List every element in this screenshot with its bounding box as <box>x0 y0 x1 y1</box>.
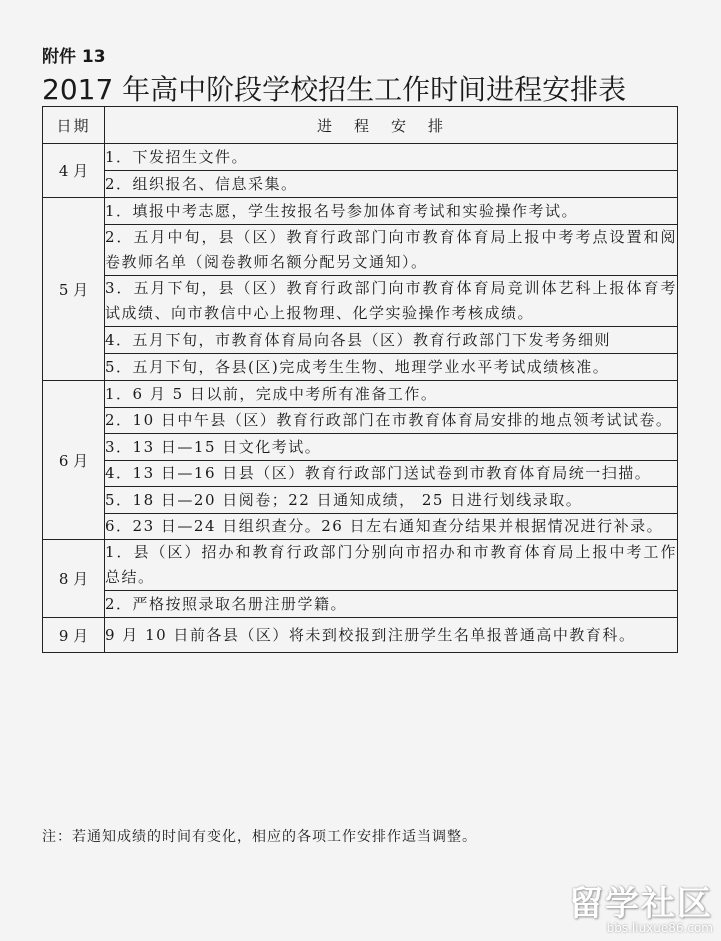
schedule-item: 5．五月下旬，各县(区)完成考生生物、地理学业水平考试成绩核准。 <box>105 354 678 381</box>
schedule-item: 3．13 日—15 日文化考试。 <box>105 434 678 461</box>
schedule-item: 2．组织报名、信息采集。 <box>105 171 678 198</box>
schedule-item: 1．下发招生文件。 <box>105 144 678 171</box>
month-cell-may: 5 月 <box>43 198 105 381</box>
schedule-item: 4．13 日—16 日县（区）教育行政部门送试卷到市教育体育局统一扫描。 <box>105 461 678 487</box>
table-row <box>43 408 678 434</box>
schedule-item: 9 月 10 日前各县（区）将未到校报到注册学生名单报普通高中教育科。 <box>105 618 678 653</box>
schedule-item: 3．五月下旬，县（区）教育行政部门向市教育体育局竞训体艺科上报体育考试成绩、向市教信中心上报物理、化学实验操作考核成绩。 <box>105 276 678 327</box>
schedule-item: 1．6 月 5 日以前，完成中考所有准备工作。 <box>105 381 678 408</box>
schedule-item: 1．县（区）招办和教育行政部门分别向市招办和市教育体育局上报中考工作总结。 <box>105 540 678 591</box>
schedule-item: 5．18 日—20 日阅卷；22 日通知成绩， 25 日进行划线录取。 <box>105 487 678 514</box>
table-header-row <box>43 107 678 144</box>
table-row <box>43 461 678 487</box>
attachment-label: 附件 13 <box>42 47 106 67</box>
table-row <box>43 276 678 327</box>
table-row <box>43 434 678 461</box>
header-schedule: 进程安排 <box>105 107 678 144</box>
month-cell-june: 6 月 <box>43 381 105 540</box>
header-date: 日期 <box>43 107 105 144</box>
table-row <box>43 591 678 618</box>
schedule-item: 2．五月中旬，县（区）教育行政部门向市教育体育局上报中考考点设置和阅卷教师名单（阅卷教师名额分配另文通知）。 <box>105 225 678 276</box>
table-row <box>43 618 678 653</box>
table-row <box>43 225 678 276</box>
schedule-item: 4．五月下旬，市教育体育局向各县（区）教育行政部门下发考务细则 <box>105 327 678 354</box>
table-row <box>43 354 678 381</box>
page-title: 2017 年高中阶段学校招生工作时间进程安排表 <box>42 73 627 106</box>
watermark <box>569 885 713 935</box>
table-row <box>43 540 678 591</box>
table-row <box>43 198 678 225</box>
month-cell-april: 4 月 <box>43 144 105 198</box>
table-row <box>43 327 678 354</box>
schedule-table <box>42 106 678 653</box>
month-cell-september: 9 月 <box>43 618 105 653</box>
watermark-logo: 留学社区 <box>569 884 713 924</box>
table-row <box>43 514 678 540</box>
month-cell-august: 8 月 <box>43 540 105 618</box>
schedule-item: 6．23 日—24 日组织查分。26 日左右通知查分结果并根据情况进行补录。 <box>105 514 678 540</box>
footnote: 注：若通知成绩的时间有变化，相应的各项工作安排作适当调整。 <box>42 829 477 845</box>
schedule-item: 2．10 日中午县（区）教育行政部门在市教育体育局安排的地点领考试试卷。 <box>105 408 678 434</box>
table-row <box>43 381 678 408</box>
table-row <box>43 144 678 171</box>
watermark-url: bbs.liuxue86.com <box>606 921 713 935</box>
schedule-item: 1．填报中考志愿，学生按报名号参加体育考试和实验操作考试。 <box>105 198 678 225</box>
schedule-item: 2．严格按照录取名册注册学籍。 <box>105 591 678 618</box>
table-row <box>43 171 678 198</box>
table-row <box>43 487 678 514</box>
